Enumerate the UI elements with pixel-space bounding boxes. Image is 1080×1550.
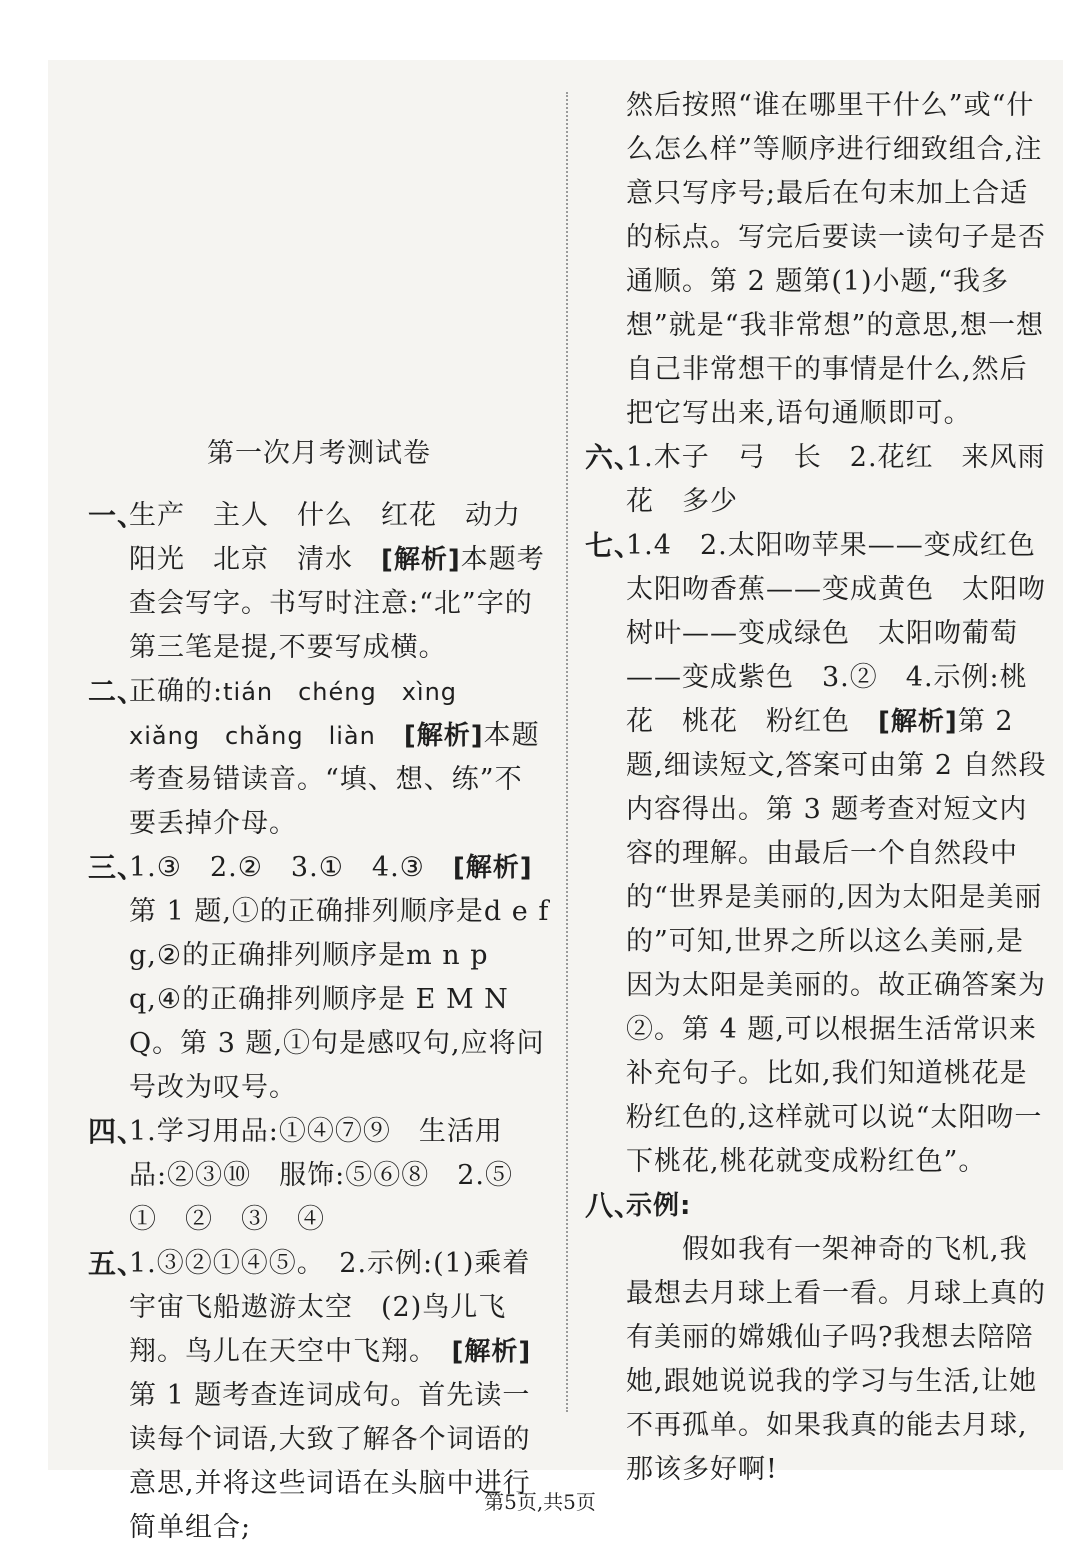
- answer-text: 示例:: [626, 1191, 692, 1221]
- section-7: [585, 524, 1064, 1184]
- analysis-text: 本题考查易错读音。“填、想、练”不要丢掉介母。: [129, 720, 540, 839]
- analysis-tag: [解析]: [451, 1337, 532, 1367]
- analysis-text: 第 1 题,①的正确排列顺序是d e f g,②的正确排列顺序是m n p q,④的正确排列顺序是 E M N Q。第 3 题,①句是感叹句,应将问号改为叹号。: [129, 896, 550, 1103]
- analysis-text: 本题考查会写字。书写时注意:“北”字的第三笔是提,不要写成横。: [129, 544, 545, 663]
- sample-essay: 假如我有一架神奇的飞机,我最想去月球上看一看。月球上真的有美丽的嫦娥仙子吗?我想去陪陪她,跟她说说我的学习与生活,让她不再孤单。如果我真的能去月球,那该多好啊!: [626, 1234, 1046, 1485]
- section-3: [88, 846, 550, 1110]
- analysis-text: 第 1 题考查连词成句。首先读一读每个词语,大致了解各个词语的意思,并将这些词语在头脑中进行简单组合;: [129, 1380, 531, 1543]
- section-number: 五、: [88, 1247, 147, 1280]
- answer-text: 正确的:: [129, 676, 224, 707]
- pinyin-text: tián chéng xìng xiǎng chǎng liàn: [129, 678, 483, 750]
- column-divider: [566, 92, 568, 1412]
- answer-text: 1.木子 弓 长 2.花红 来风雨 花 多少: [626, 442, 1074, 517]
- analysis-tag: [解析]: [381, 545, 461, 575]
- section-8: [585, 1184, 1050, 1492]
- analysis-tag: [解析]: [403, 721, 484, 751]
- answer-text: 1.学习用品:①④⑦⑨ 生活用品:②③⑩ 服饰:⑤⑥⑧ 2.⑤ ① ② ③ ④: [129, 1116, 541, 1235]
- section-number: 二、: [88, 675, 147, 708]
- answer-text: 1.③ 2.② 3.① 4.③: [129, 852, 453, 883]
- section-4: [88, 1110, 550, 1242]
- section-number: 六、: [585, 441, 644, 474]
- left-column: [88, 494, 550, 1550]
- analysis-text: 然后按照“谁在哪里干什么”或“什么怎么样”等顺序进行细致组合,注意只写序号;最后在句末加上合适的标点。写完后要读一读句子是否通顺。第 2 题第(1)小题,“我多想”就是“我非常想”的意思,想一想自己非常想干的事情是什么,然后把它写出来,语句通顺即可。: [626, 90, 1046, 429]
- section-number: 三、: [88, 851, 147, 884]
- section-number: 七、: [585, 529, 644, 562]
- answer-text: 1.4 2.太阳吻苹果——变成红色 太阳吻香蕉——变成黄色 太阳吻树叶——变成绿色 太阳吻葡萄——变成紫色 3.② 4.示例:桃花 桃花 粉红色: [626, 530, 1064, 737]
- section-number: 四、: [88, 1115, 147, 1148]
- analysis-tag: [解析]: [878, 707, 958, 737]
- section-2: [88, 670, 550, 846]
- analysis-text: 第 2 题,细读短文,答案可由第 2 自然段内容得出。第 3 题考查对短文内容的理解。由最后一个自然段中的“世界是美丽的,因为太阳是美丽的”可知,世界之所以这么美丽,是因为太阳是美丽的。故正确答案为②。第 4 题,可以根据生活常识来补充句子。比如,我们知道桃花是粉红色的,这样就可以说“太阳吻一下桃花,桃花就变成粉红色”。: [626, 706, 1047, 1177]
- section-5-continued: [585, 84, 1050, 436]
- section-1: [88, 494, 550, 670]
- section-number: 一、: [88, 499, 147, 532]
- right-column: [585, 84, 1074, 1492]
- answer-text: 生产 主人 什么 红花 动力 阳光 北京 清水: [129, 500, 549, 575]
- section-6: [585, 436, 1074, 524]
- section-number: 八、: [585, 1189, 644, 1222]
- page-title: 第一次月考测试卷: [207, 438, 431, 469]
- page-footer: 第5页,共5页: [484, 1490, 596, 1514]
- analysis-tag: [解析]: [452, 853, 533, 883]
- answer-text: 1.③②①④⑤。 2.示例:(1)乘着宇宙飞船遨游太空 (2)鸟儿飞翔。鸟儿在天空中飞翔。: [129, 1248, 531, 1367]
